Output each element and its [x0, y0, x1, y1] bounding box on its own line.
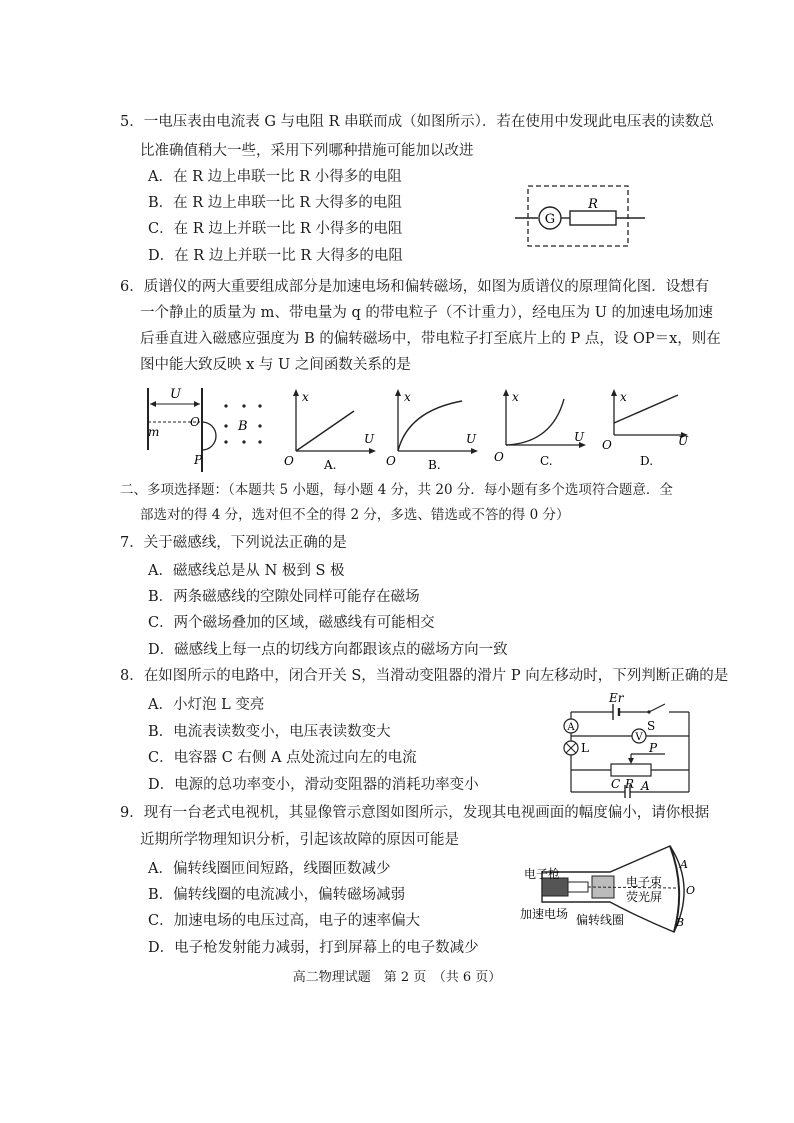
- section2-heading-line1: 二、多项选择题：（本题共 5 小题，每小题 4 分，共 20 分．每小题有多个选项符合题意．全: [120, 482, 673, 498]
- q8-voltmeter-label: V: [635, 732, 643, 743]
- svg-text:O: O: [386, 454, 396, 468]
- q6-graph-d-label: D.: [640, 454, 654, 468]
- q8-capacitor-label: C: [611, 777, 621, 791]
- svg-text:x: x: [404, 390, 411, 404]
- q7-option-c: C．两个磁场叠加的区域，磁感线有可能相交: [148, 615, 435, 631]
- svg-text:U: U: [364, 432, 375, 446]
- q9-screen-label: 荧光屏: [626, 890, 663, 904]
- q5-option-d: D．在 R 边上并联一比 R 大得多的电阻: [148, 248, 403, 264]
- q6-point-p-label: P: [194, 453, 203, 467]
- q9-option-a: A．偏转线圈匝间短路，线圈匝数减少: [148, 861, 391, 877]
- svg-text:O: O: [494, 450, 504, 464]
- q6-graph-b-label: B.: [428, 458, 441, 472]
- q9-option-d: D．电子枪发射能力减弱，打到屏幕上的电子数减少: [148, 940, 479, 956]
- q8-circuit-figure: [555, 690, 705, 798]
- q6-stem-line2: 一个静止的质量为 m、带电量为 q 的带电粒子（不计重力），经电压为 U 的加速电场加速: [140, 305, 714, 321]
- q6-stem-line3: 后垂直进入磁感应强度为 B 的偏转磁场中，带电粒子打至底片上的 P 点，设 OP＝x，则在: [140, 331, 721, 347]
- q6-graph-d: [598, 385, 698, 475]
- q8-rheostat-label: R: [625, 777, 635, 791]
- section2-heading-line2: 部选对的得 4 分，选对但不全的得 2 分，多选、错选或不答的得 0 分）: [140, 507, 570, 523]
- svg-text:O: O: [284, 454, 294, 468]
- q9-beam-label: 电子束: [626, 875, 663, 889]
- q5-voltmeter-figure: [510, 180, 650, 252]
- q7-option-d: D．磁感线上每一点的切线方向都跟该点的磁场方向一致: [148, 642, 508, 658]
- q5-option-b: B．在 R 边上串联一比 R 大得多的电阻: [148, 195, 402, 211]
- page-footer: 高二物理试题 第 2 页 （共 6 页）: [292, 970, 502, 985]
- q9-stem-line2: 近期所学物理知识分析，引起该故障的原因可能是: [140, 832, 459, 848]
- svg-text:U: U: [678, 434, 689, 448]
- q9-point-b-label: B: [676, 916, 685, 929]
- q9-crt-figure: [518, 838, 698, 938]
- q8-ammeter-label: A: [567, 722, 575, 733]
- q7-stem: 7．关于磁感线，下列说法正确的是: [120, 535, 347, 551]
- q9-option-b: B．偏转线圈的电流减小，偏转磁场减弱: [148, 887, 406, 903]
- q6-graph-c-label: C.: [540, 454, 553, 468]
- q6-origin-label: O: [190, 415, 200, 429]
- svg-text:O: O: [602, 438, 612, 452]
- q8-slider-label: P: [649, 741, 658, 755]
- q7-option-b: B．两条磁感线的空隙处同样可能存在磁场: [148, 589, 420, 605]
- q9-point-o-label: O: [686, 884, 696, 897]
- q6-mass-label: m: [148, 425, 160, 439]
- q6-voltage-label: U: [170, 387, 181, 402]
- q8-stem: 8．在如图所示的电路中，闭合开关 S，当滑动变阻器的滑片 P 向左移动时，下列判断正确的是: [120, 668, 729, 684]
- svg-text:U: U: [466, 432, 477, 446]
- q8-battery-label: Er: [609, 691, 624, 705]
- q6-stem-line1: 6．质谱仪的两大重要组成部分是加速电场和偏转磁场，如图为质谱仪的原理简化图．设想有: [120, 279, 710, 295]
- q6-graph-b: [382, 385, 482, 475]
- q6-mass-spectrometer-figure: [140, 382, 275, 477]
- q8-option-b: B．电流表读数变小，电压表读数变大: [148, 724, 391, 740]
- q9-accel-label: 加速电场: [520, 907, 569, 921]
- q5-option-c: C．在 R 边上并联一比 R 小得多的电阻: [148, 221, 403, 237]
- q9-coil-label: 偏转线圈: [576, 913, 625, 927]
- q5-galvanometer-label: G: [544, 212, 556, 227]
- q6-graph-a-label: A.: [324, 458, 337, 472]
- q8-option-d: D．电源的总功率变小，滑动变阻器的消耗功率变小: [148, 777, 479, 793]
- q5-option-a: A．在 R 边上串联一比 R 小得多的电阻: [148, 169, 402, 185]
- q7-option-a: A．磁感线总是从 N 极到 S 极: [148, 563, 345, 579]
- q8-switch-label: S: [647, 719, 656, 733]
- q9-point-a-label: A: [680, 858, 688, 871]
- q9-gun-label: 电子枪: [524, 867, 561, 881]
- svg-text:x: x: [512, 390, 519, 404]
- q5-stem-line2: 比准确值稍大一些，采用下列哪种措施可能加以改进: [140, 143, 474, 159]
- q5-resistor-label: R: [588, 197, 598, 212]
- svg-text:U: U: [574, 430, 585, 444]
- q8-point-a-label: A: [641, 779, 650, 793]
- q8-option-c: C．电容器 C 右侧 A 点处流过向左的电流: [148, 750, 417, 766]
- q6-stem-line4: 图中能大致反映 x 与 U 之间函数关系的是: [140, 357, 411, 373]
- q8-option-a: A．小灯泡 L 变亮: [148, 697, 265, 713]
- q8-lamp-label: L: [581, 741, 589, 755]
- svg-text:x: x: [620, 390, 627, 404]
- q5-stem-line1: 5．一电压表由电流表 G 与电阻 R 串联而成（如图所示）．若在使用中发现此电压表的读数总: [120, 114, 714, 130]
- q6-graph-c: [490, 385, 590, 475]
- q6-graph-a: [280, 385, 380, 475]
- q9-stem-line1: 9．现有一台老式电视机，其显像管示意图如图所示，发现其电视画面的幅度偏小，请你根据: [120, 805, 710, 821]
- q6-field-label: B: [238, 419, 248, 434]
- svg-text:x: x: [302, 390, 309, 404]
- q9-option-c: C．加速电场的电压过高，电子的速率偏大: [148, 913, 421, 929]
